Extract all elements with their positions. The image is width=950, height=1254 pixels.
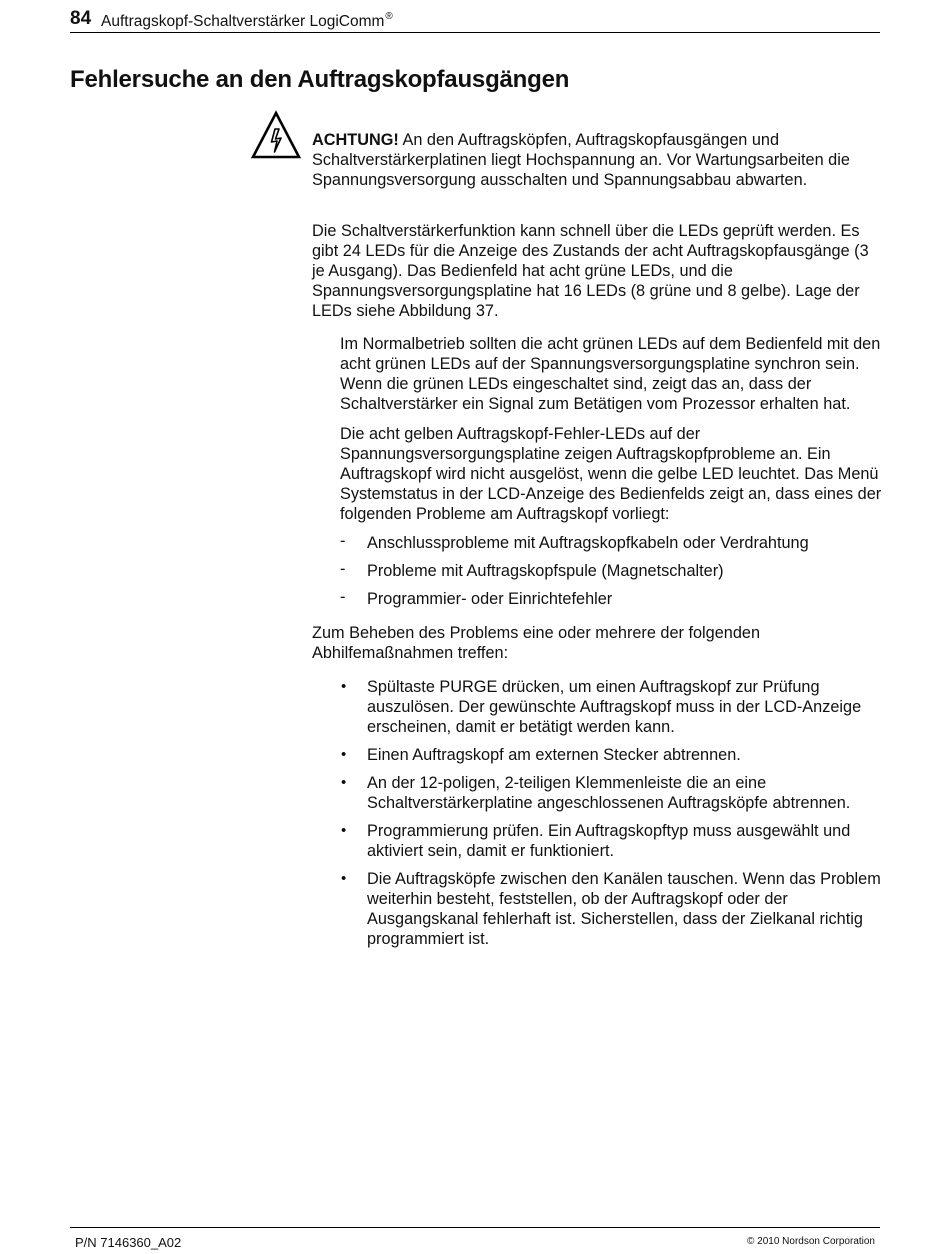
section-title: Fehlersuche an den Auftragskopfausgängen — [70, 66, 570, 93]
remedy-intro-paragraph: Zum Beheben des Problems eine oder mehrere der folgenden Abhilfemaßnahmen treffen: — [312, 624, 761, 662]
dash-marker: - — [340, 588, 346, 606]
dash-marker: - — [340, 532, 346, 550]
list-item — [340, 869, 885, 949]
list-item — [340, 745, 885, 765]
bullet-marker: • — [341, 746, 347, 763]
normal-operation-paragraph: Im Normalbetrieb sollten die acht grünen LEDs auf dem Bedienfeld mit den acht grünen LEDs auf der Spannungsversorgungsplatine synchron sein. Wenn die grünen LEDs eingeschaltet sind, zeigt das an, dass der Schaltverstärker ein Signal zum Betätigen vom Prozessor erhalten hat. — [340, 335, 881, 413]
page-footer — [70, 1227, 880, 1250]
list-item — [340, 533, 885, 553]
list-item — [340, 589, 885, 609]
list-item-text: Probleme mit Auftragskopfspule (Magnetschalter) — [367, 562, 724, 580]
warning-notice — [312, 130, 882, 190]
registered-trademark: ® — [385, 11, 393, 22]
running-title-text: Auftragskopf-Schaltverstärker LogiComm — [101, 13, 385, 30]
list-item — [340, 561, 885, 581]
page-header — [70, 6, 880, 33]
warning-text: An den Auftragsköpfen, Auftragskopfausgängen und Schaltverstärkerplatinen liegt Hochspannung an. Vor Wartungsarbeiten die Spannungsversorgung ausschalten und Spannungsabbau abwarten. — [312, 131, 850, 189]
warning-label: ACHTUNG! — [312, 131, 399, 149]
bullet-marker: • — [341, 678, 347, 695]
dash-marker: - — [340, 560, 346, 578]
running-title — [101, 11, 393, 31]
remedy-list — [340, 677, 885, 957]
intro-paragraph: Die Schaltverstärkerfunktion kann schnell über die LEDs geprüft werden. Es gibt 24 LEDs für die Anzeige des Zustands der acht Auftragskopfausgänge (3 je Ausgang). Das Bedienfeld hat acht grüne LEDs, und die Spannungsversorgungsplatine hat 16 LEDs (8 grüne und 8 gelbe). Lage der LEDs siehe Abbildung 37. — [312, 222, 869, 320]
bullet-marker: • — [341, 774, 347, 791]
list-item-text: Programmierung prüfen. Ein Auftragskopftyp muss ausgewählt und aktiviert sein, damit er funktioniert. — [367, 822, 851, 860]
bullet-marker: • — [341, 870, 347, 887]
part-number: P/N 7146360_A02 — [75, 1235, 182, 1250]
list-item — [340, 677, 885, 737]
problem-list — [340, 533, 885, 617]
list-item-text: Programmier- oder Einrichtefehler — [367, 590, 613, 608]
list-item-text: An der 12-poligen, 2-teiligen Klemmenleiste die an eine Schaltverstärkerplatine angeschlossenen Auftragsköpfe abtrennen. — [367, 774, 851, 812]
bullet-marker: • — [341, 822, 347, 839]
list-item-text: Einen Auftragskopf am externen Stecker abtrennen. — [367, 746, 741, 764]
yellow-led-paragraph: Die acht gelben Auftragskopf-Fehler-LEDs auf der Spannungsversorgungsplatine zeigen Auftragskopfprobleme an. Ein Auftragskopf wird nicht ausgelöst, wenn die gelbe LED leuchtet. Das Menü Systemstatus in der LCD-Anzeige des Bedienfelds zeigt an, dass eines der folgenden Probleme am Auftragskopf vorliegt: — [340, 425, 882, 523]
high-voltage-warning-icon — [250, 110, 302, 160]
list-item-text: Anschlussprobleme mit Auftragskopfkabeln oder Verdrahtung — [367, 534, 809, 552]
page-number: 84 — [70, 8, 92, 29]
list-item — [340, 821, 885, 861]
list-item-text: Spültaste PURGE drücken, um einen Auftragskopf zur Prüfung auszulösen. Der gewünschte Auftragskopf muss in der LCD-Anzeige erscheinen, damit er betätigt werden kann. — [367, 678, 862, 736]
copyright-notice: © 2010 Nordson Corporation — [747, 1236, 875, 1247]
list-item — [340, 773, 885, 813]
list-item-text: Die Auftragsköpfe zwischen den Kanälen tauschen. Wenn das Problem weiterhin besteht, feststellen, ob der Auftragskopf oder der Ausgangskanal fehlerhaft ist. Sicherstellen, dass der Zielkanal richtig programmiert ist. — [367, 870, 881, 948]
